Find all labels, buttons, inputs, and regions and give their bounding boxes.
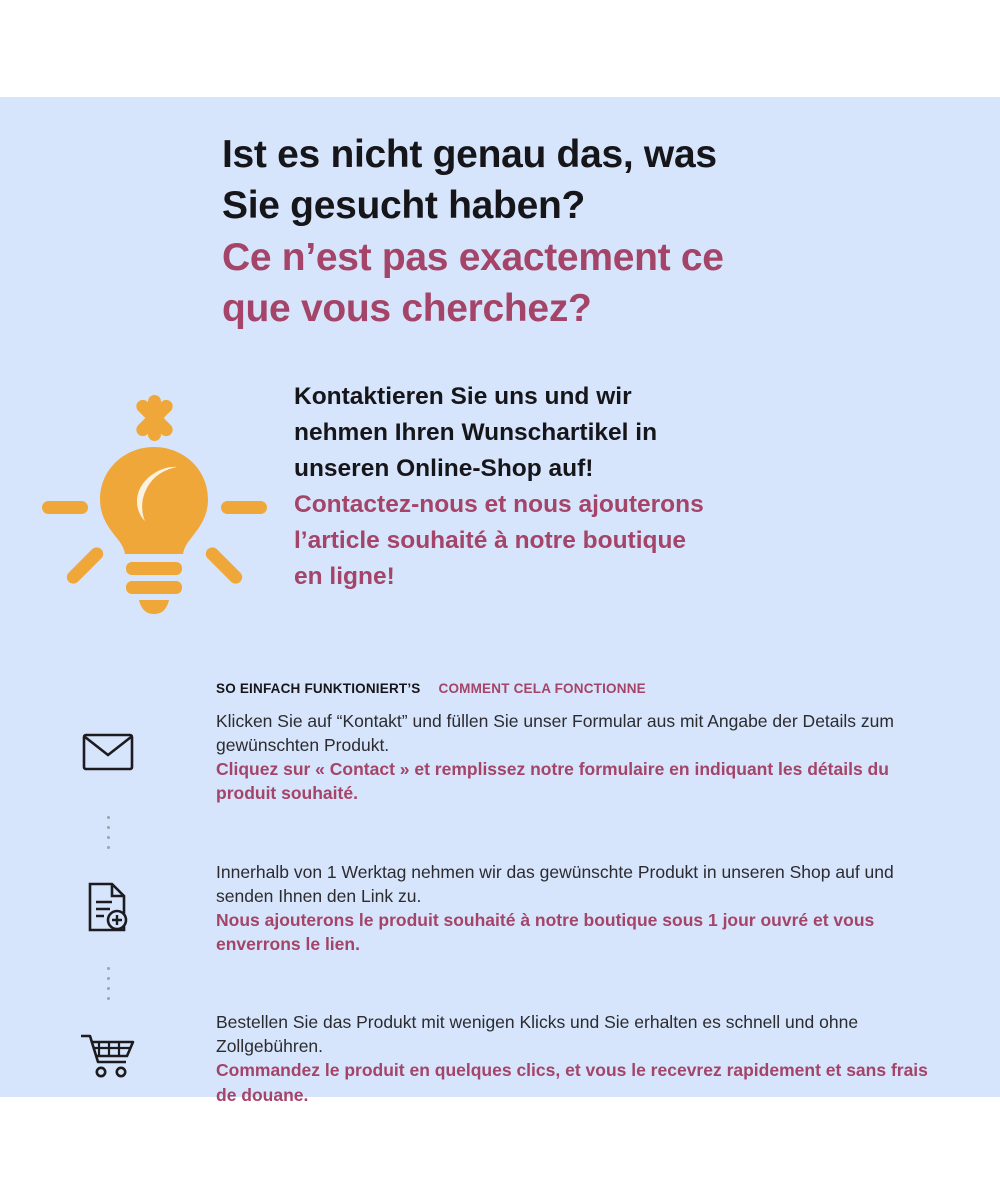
connector-dot (107, 997, 110, 1000)
lightbulb-icon (36, 389, 272, 625)
connector-dot (107, 816, 110, 819)
subheadline-fr-line2: l’article souhaité à notre boutique (294, 527, 687, 554)
steps-list (0, 709, 1000, 1107)
page-title (222, 129, 942, 335)
step-1-de: Klicken Sie auf “Kontakt” und füllen Sie unser Formular aus mit Angabe der Details zum gewünschten Produkt. (216, 711, 894, 756)
connector-dot (107, 967, 110, 970)
step-text (216, 1010, 1000, 1107)
step-3-de: Bestellen Sie das Produkt mit wenigen Klicks und Sie erhalten es schnell und ohne Zollgebühren. (216, 1012, 859, 1057)
shopping-cart-icon (0, 1010, 216, 1078)
step-2-fr: Nous ajouterons le produit souhaité à notre boutique sous 1 jour ouvré et vous enverrons le lien. (216, 909, 875, 954)
step-1-fr: Cliquez sur « Contact » et remplissez notre formulaire en indiquant les détails du produit souhaité. (216, 759, 889, 804)
list-item (0, 860, 1000, 957)
connector-dot (107, 846, 110, 849)
headline-de-line1: Ist es nicht genau das, was (222, 133, 717, 176)
steps-header-fr: COMMENT CELA FONCTIONNE (438, 681, 646, 696)
subheadline-row (0, 369, 1000, 629)
promo-banner (0, 97, 1000, 1105)
list-item (0, 1010, 1000, 1107)
step-text (216, 860, 1000, 957)
connector-dot (107, 987, 110, 990)
connector-dot (107, 826, 110, 829)
step-connector (0, 806, 1000, 860)
steps-header (216, 681, 646, 696)
connector-dot (107, 977, 110, 980)
headline-fr-line1: Ce n’est pas exactement ce (222, 235, 724, 279)
subheadline-de-line1: Kontaktieren Sie uns und wir (294, 383, 632, 410)
headline-fr-line2: que vous cherchez? (222, 287, 592, 331)
connector-dot (107, 836, 110, 839)
step-text (216, 709, 1000, 806)
envelope-icon (0, 709, 216, 773)
subheadline-fr-line1: Contactez-nous et nous ajouterons (294, 491, 704, 518)
list-item (0, 709, 1000, 806)
subheadline-fr-line3: en ligne! (294, 563, 395, 590)
headline-de-line2: Sie gesucht haben? (222, 184, 586, 228)
steps-header-de: SO EINFACH FUNKTIONIERT’S (216, 681, 421, 696)
subheadline-de-line2: nehmen Ihren Wunschartikel in (294, 419, 658, 446)
subheadline-de-line3: unseren Online-Shop auf! (294, 455, 594, 482)
step-connector (0, 956, 1000, 1010)
subheadline-text (294, 379, 934, 595)
step-2-de: Innerhalb von 1 Werktag nehmen wir das gewünschte Produkt in unseren Shop auf und senden Ihnen den Link zu. (216, 861, 894, 906)
step-3-fr: Commandez le produit en quelques clics, et vous le recevrez rapidement et sans frais de douane. (216, 1060, 928, 1105)
document-add-icon (0, 860, 216, 932)
